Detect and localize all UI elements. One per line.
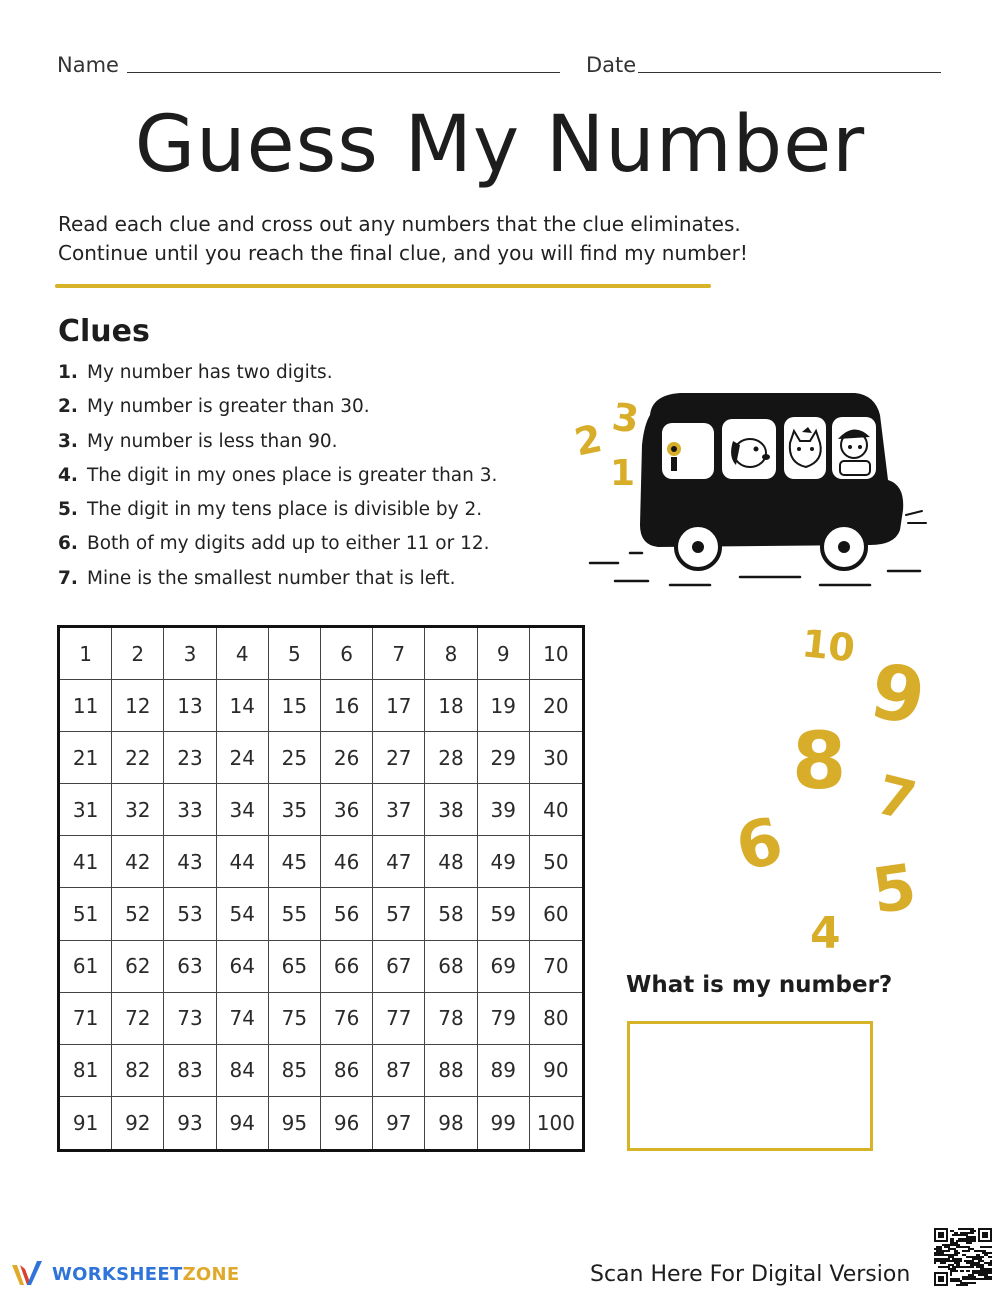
grid-cell[interactable]: 68 [425, 941, 477, 993]
bus-digit: 2 [570, 416, 606, 465]
clues-heading: Clues [58, 314, 150, 349]
grid-cell[interactable]: 35 [269, 784, 321, 836]
grid-cell[interactable]: 84 [217, 1045, 269, 1097]
grid-cell[interactable]: 66 [321, 941, 373, 993]
grid-cell[interactable]: 83 [164, 1045, 216, 1097]
grid-cell[interactable]: 90 [530, 1045, 582, 1097]
clue-text: My number is less than 90. [87, 430, 338, 452]
grid-cell[interactable]: 55 [269, 888, 321, 940]
grid-cell[interactable]: 41 [60, 836, 112, 888]
grid-cell[interactable]: 54 [217, 888, 269, 940]
grid-cell[interactable]: 72 [112, 993, 164, 1045]
grid-cell[interactable]: 19 [478, 680, 530, 732]
grid-cell[interactable]: 7 [373, 628, 425, 680]
grid-cell[interactable]: 97 [373, 1097, 425, 1149]
grid-cell[interactable]: 43 [164, 836, 216, 888]
grid-cell[interactable]: 96 [321, 1097, 373, 1149]
grid-cell[interactable]: 79 [478, 993, 530, 1045]
grid-cell[interactable]: 32 [112, 784, 164, 836]
answer-box[interactable] [627, 1021, 873, 1151]
grid-cell[interactable]: 89 [478, 1045, 530, 1097]
date-label: Date [586, 53, 637, 77]
grid-cell[interactable]: 77 [373, 993, 425, 1045]
instructions [58, 210, 778, 268]
clue-number: 2. [58, 396, 78, 418]
grid-cell[interactable]: 25 [269, 732, 321, 784]
floating-numbers-illustration [720, 610, 950, 955]
grid-cell[interactable]: 58 [425, 888, 477, 940]
grid-cell[interactable]: 59 [478, 888, 530, 940]
clue-item [58, 396, 578, 430]
grid-cell[interactable]: 2 [112, 628, 164, 680]
grid-cell[interactable]: 71 [60, 993, 112, 1045]
grid-cell[interactable]: 92 [112, 1097, 164, 1149]
grid-cell[interactable]: 8 [425, 628, 477, 680]
floating-digit: 10 [799, 621, 857, 671]
clue-list [58, 362, 578, 602]
grid-cell[interactable]: 48 [425, 836, 477, 888]
grid-cell[interactable]: 14 [217, 680, 269, 732]
grid-cell[interactable]: 16 [321, 680, 373, 732]
grid-cell[interactable]: 11 [60, 680, 112, 732]
logo-mark-icon [10, 1259, 50, 1289]
divider [55, 284, 711, 288]
grid-cell[interactable]: 100 [536, 1110, 575, 1135]
grid-cell[interactable]: 22 [112, 732, 164, 784]
grid-cell[interactable]: 18 [425, 680, 477, 732]
grid-cell[interactable]: 36 [321, 784, 373, 836]
bus-digit: 1 [610, 453, 636, 494]
grid-cell[interactable]: 31 [60, 784, 112, 836]
grid-cell[interactable]: 63 [164, 941, 216, 993]
grid-cell[interactable]: 86 [321, 1045, 373, 1097]
floating-digit: 8 [792, 717, 847, 807]
grid-cell[interactable]: 76 [321, 993, 373, 1045]
grid-cell[interactable]: 87 [373, 1045, 425, 1097]
grid-cell[interactable]: 30 [530, 732, 582, 784]
grid-cell[interactable]: 34 [217, 784, 269, 836]
clue-item [58, 568, 578, 602]
clue-item [58, 362, 578, 396]
grid-cell[interactable]: 24 [217, 732, 269, 784]
grid-cell[interactable]: 93 [164, 1097, 216, 1149]
grid-cell[interactable]: 26 [321, 732, 373, 784]
scan-text: Scan Here For Digital Version [590, 1262, 911, 1287]
name-label: Name [57, 53, 119, 77]
clue-number: 5. [58, 499, 78, 521]
hundred-chart [57, 625, 585, 1152]
grid-cell[interactable]: 40 [530, 784, 582, 836]
grid-cell[interactable]: 88 [425, 1045, 477, 1097]
clue-text: Mine is the smallest number that is left. [87, 567, 456, 589]
grid-cell[interactable]: 53 [164, 888, 216, 940]
floating-digit: 7 [870, 762, 923, 834]
grid-cell[interactable]: 20 [530, 680, 582, 732]
logo-text-zone: ZONE [182, 1263, 240, 1285]
clue-item [58, 499, 578, 533]
grid-cell[interactable]: 60 [530, 888, 582, 940]
grid-cell[interactable]: 47 [373, 836, 425, 888]
floating-digit: 9 [864, 645, 932, 743]
grid-cell[interactable]: 12 [112, 680, 164, 732]
date-field[interactable] [638, 72, 941, 73]
answer-question: What is my number? [626, 972, 893, 998]
grid-cell[interactable]: 13 [164, 680, 216, 732]
grid-cell[interactable]: 75 [269, 993, 321, 1045]
grid-cell[interactable]: 52 [112, 888, 164, 940]
floating-digit: 6 [728, 803, 791, 887]
grid-cell[interactable]: 5 [269, 628, 321, 680]
grid-cell[interactable]: 42 [112, 836, 164, 888]
logo-text-worksheet: WORKSHEET [52, 1263, 183, 1285]
grid-cell[interactable]: 50 [530, 836, 582, 888]
clue-item [58, 431, 578, 465]
clue-number: 3. [58, 430, 78, 452]
grid-cell[interactable]: 82 [112, 1045, 164, 1097]
grid-cell[interactable]: 3 [164, 628, 216, 680]
grid-cell[interactable]: 1 [60, 628, 112, 680]
grid-cell[interactable]: 98 [425, 1097, 477, 1149]
grid-cell[interactable]: 33 [164, 784, 216, 836]
clue-text: The digit in my ones place is greater than 3. [87, 464, 498, 486]
grid-cell[interactable]: 78 [425, 993, 477, 1045]
grid-cell[interactable]: 95 [269, 1097, 321, 1149]
grid-cell[interactable]: 74 [217, 993, 269, 1045]
grid-cell[interactable]: 69 [478, 941, 530, 993]
grid-cell[interactable]: 46 [321, 836, 373, 888]
grid-cell[interactable]: 64 [217, 941, 269, 993]
grid-cell[interactable]: 29 [478, 732, 530, 784]
grid-cell[interactable]: 81 [60, 1045, 112, 1097]
grid-cell[interactable]: 65 [269, 941, 321, 993]
grid-cell[interactable]: 80 [530, 993, 582, 1045]
worksheetzone-logo [10, 1258, 250, 1290]
grid-cell[interactable]: 15 [269, 680, 321, 732]
floating-digit: 4 [810, 908, 841, 955]
clue-text: My number has two digits. [87, 362, 333, 383]
grid-cell[interactable]: 45 [269, 836, 321, 888]
grid-cell[interactable]: 4 [217, 628, 269, 680]
grid-cell[interactable]: 23 [164, 732, 216, 784]
grid-cell[interactable]: 49 [478, 836, 530, 888]
clue-number: 1. [58, 362, 78, 383]
qr-code-icon[interactable] [934, 1228, 992, 1286]
grid-cell[interactable]: 57 [373, 888, 425, 940]
grid-cell[interactable]: 62 [112, 941, 164, 993]
grid-cell[interactable]: 44 [217, 836, 269, 888]
clue-item [58, 465, 578, 499]
grid-cell[interactable]: 27 [373, 732, 425, 784]
grid-cell[interactable]: 6 [321, 628, 373, 680]
instructions-line-2: Continue until you reach the final clue, and you will find my number! [58, 241, 748, 265]
grid-cell[interactable]: 38 [425, 784, 477, 836]
floating-digit: 5 [867, 849, 921, 928]
clue-number: 6. [58, 533, 78, 555]
grid-cell[interactable]: 61 [60, 941, 112, 993]
grid-cell[interactable]: 51 [60, 888, 112, 940]
grid-cell[interactable]: 56 [321, 888, 373, 940]
grid-cell[interactable]: 73 [164, 993, 216, 1045]
grid-cell[interactable]: 94 [217, 1097, 269, 1149]
bus-digit: 3 [609, 394, 642, 442]
grid-cell[interactable]: 39 [478, 784, 530, 836]
grid-cell[interactable]: 21 [60, 732, 112, 784]
clue-text: The digit in my tens place is divisible by 2. [87, 499, 483, 521]
clue-text: Both of my digits add up to either 11 or 12. [87, 533, 490, 555]
instructions-line-1: Read each clue and cross out any numbers that the clue eliminates. [58, 212, 741, 236]
grid-cell[interactable]: 10 [530, 628, 582, 680]
grid-cell[interactable]: 37 [373, 784, 425, 836]
grid-cell[interactable]: 67 [373, 941, 425, 993]
clue-number: 4. [58, 464, 78, 486]
name-field[interactable] [127, 72, 560, 73]
clue-text: My number is greater than 30. [87, 396, 370, 418]
grid-cell[interactable]: 28 [425, 732, 477, 784]
grid-cell[interactable]: 9 [478, 628, 530, 680]
grid-cell[interactable]: 91 [60, 1097, 112, 1149]
grid-cell[interactable]: 99 [478, 1097, 530, 1149]
bus-illustration [570, 385, 940, 590]
clue-number: 7. [58, 567, 78, 589]
grid-cell[interactable]: 17 [373, 680, 425, 732]
clue-item [58, 533, 578, 567]
grid-cell[interactable]: 70 [530, 941, 582, 993]
page-title: Guess My Number [134, 100, 866, 190]
grid-cell[interactable]: 85 [269, 1045, 321, 1097]
